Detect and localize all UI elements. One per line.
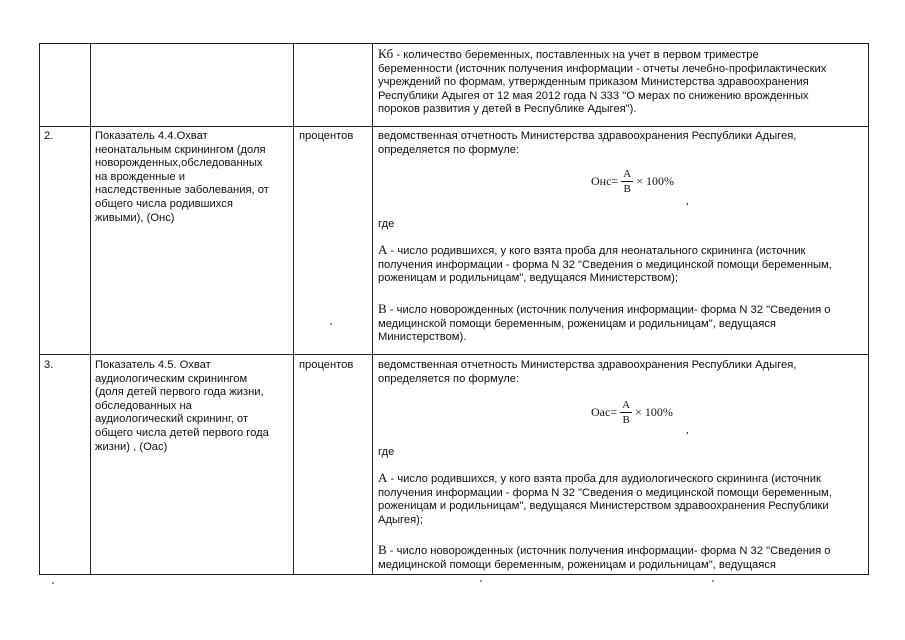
indicator-name-line: Показатель 4.5. Охват (95, 359, 211, 371)
indicator-name-line: новорожденных,обследованных (95, 157, 263, 170)
formula-equals: = (611, 174, 619, 188)
a-text-line: Адыгея); (378, 513, 423, 526)
fraction-bar (620, 412, 632, 413)
indicator-name-line: живыми), (Онс) (95, 211, 175, 224)
where-label: где (378, 446, 395, 458)
method-intro (378, 130, 868, 157)
formula-rhs: × 100% (636, 174, 674, 188)
fraction-bar (621, 181, 633, 182)
column-divider (372, 43, 373, 575)
indicator-name (95, 130, 290, 225)
indicator-name-line: Показатель 4.4.Охват (95, 130, 208, 142)
indicator-name-line: (доля детей первого года жизни, (95, 386, 264, 399)
method-intro-line: ведомственная отчетность Министерства здравоохранения Республики Адыгея, (378, 359, 797, 371)
a-symbol: A (378, 470, 388, 485)
a-text-line: роженицам и родильницам", ведущаяся Министерством); (378, 272, 678, 285)
a-text-line: - число родившихся, у кого взята проба для неонатального скрининга (источник (390, 245, 806, 257)
table-row-divider (39, 126, 869, 127)
b-text-line: медицинской помощи беременным, роженицам и родильницам", ведущаяся (378, 317, 776, 330)
table-border-bottom (39, 574, 869, 575)
kb-text-line: беременности (источник получения информации - отчеты лечебно-профилактических (378, 62, 827, 75)
a-text-line: получения информации - форма N 32 "Сведения о медицинской помощи беременным, (378, 486, 832, 499)
formula-ons (591, 168, 674, 195)
scan-artifact (330, 323, 332, 325)
fraction-denominator: B (622, 414, 630, 426)
method-intro-line: определяется по формуле: (378, 143, 520, 156)
b-definition (378, 302, 868, 345)
where-label: где (378, 218, 395, 230)
a-symbol: A (378, 242, 388, 257)
b-text-line: - число новорожденных (источник получения информации- форма N 32 "Сведения о (389, 545, 831, 557)
a-text-line: - число родившихся, у кого взята проба для аудиологического скрининга (источник (390, 473, 821, 485)
b-text-line: медицинской помощи беременным, роженицам и родильницам", ведущаяся (378, 558, 776, 571)
scan-artifact (712, 580, 714, 582)
column-divider (293, 43, 294, 575)
kb-text-line: учреждений по формам, утвержденным приказом Министерства здравоохранения (378, 76, 809, 89)
formula-equals: = (610, 405, 618, 419)
b-definition (378, 543, 868, 572)
table-row-divider (39, 354, 869, 355)
b-text-line: - число новорожденных (источник получения информации- форма N 32 "Сведения о (389, 304, 831, 316)
table-border-top (39, 43, 869, 44)
indicator-name-line: общего числа детей первого года (95, 426, 269, 439)
formula-rhs: × 100% (635, 405, 673, 419)
formula-fraction (620, 399, 632, 426)
kb-symbol: Кб (378, 46, 394, 61)
a-text-line: роженицам и родильницам", ведущаяся Министерством здравоохранения Республики (378, 500, 829, 513)
kb-text-line: пороков развития у детей в Республике Адыгея"). (378, 103, 637, 116)
fraction-denominator: B (623, 183, 631, 195)
a-definition (378, 243, 868, 286)
method-intro-line: определяется по формуле: (378, 372, 520, 385)
indicator-name-line: обследованных на (95, 399, 192, 412)
table-border-right (868, 43, 869, 575)
row-number: 2. (44, 130, 54, 142)
indicator-name-line: на врожденные и (95, 170, 185, 183)
scan-artifact (52, 582, 54, 584)
a-text-line: получения информации - форма N 32 "Сведения о медицинской помощи беременным, (378, 258, 832, 271)
formula-lhs: Оас (591, 405, 611, 419)
indicator-name-line: аудиологическим скринингом (95, 372, 248, 385)
kb-text-line: - количество беременных, поставленных на учет в первом триместре (396, 49, 759, 61)
indicator-name-line: наследственные заболевания, от (95, 184, 269, 197)
table-border-left (39, 43, 40, 575)
indicator-name-line: аудиологический скрининг, от (95, 413, 249, 426)
indicator-name-line: жизни) , (Оас) (95, 440, 168, 453)
kb-definition (378, 47, 868, 117)
fraction-numerator: A (623, 168, 632, 180)
b-symbol: B (378, 301, 387, 316)
formula-oas (591, 399, 673, 426)
indicator-name-line: неонатальным скринингом (доля (95, 143, 266, 156)
unit-label: процентов (299, 130, 354, 142)
indicator-name-line: общего числа родившихся (95, 197, 233, 210)
column-divider (90, 43, 91, 575)
row-number: 3. (44, 359, 54, 371)
scan-artifact (480, 580, 482, 582)
formula-fraction (621, 168, 633, 195)
method-intro (378, 359, 868, 386)
formula-comma: , (686, 195, 689, 207)
a-definition (378, 471, 868, 527)
b-text-line: Министерством). (378, 331, 467, 344)
unit-label: процентов (299, 359, 354, 371)
formula-lhs: Онс (591, 174, 612, 188)
kb-text-line: Республики Адыгея от 12 мая 2012 года N 333 "О мерах по снижению врожденных (378, 89, 809, 102)
fraction-numerator: A (622, 399, 631, 411)
method-intro-line: ведомственная отчетность Министерства здравоохранения Республики Адыгея, (378, 130, 797, 142)
formula-comma: , (686, 424, 689, 436)
indicator-name (95, 359, 290, 454)
b-symbol: B (378, 542, 387, 557)
